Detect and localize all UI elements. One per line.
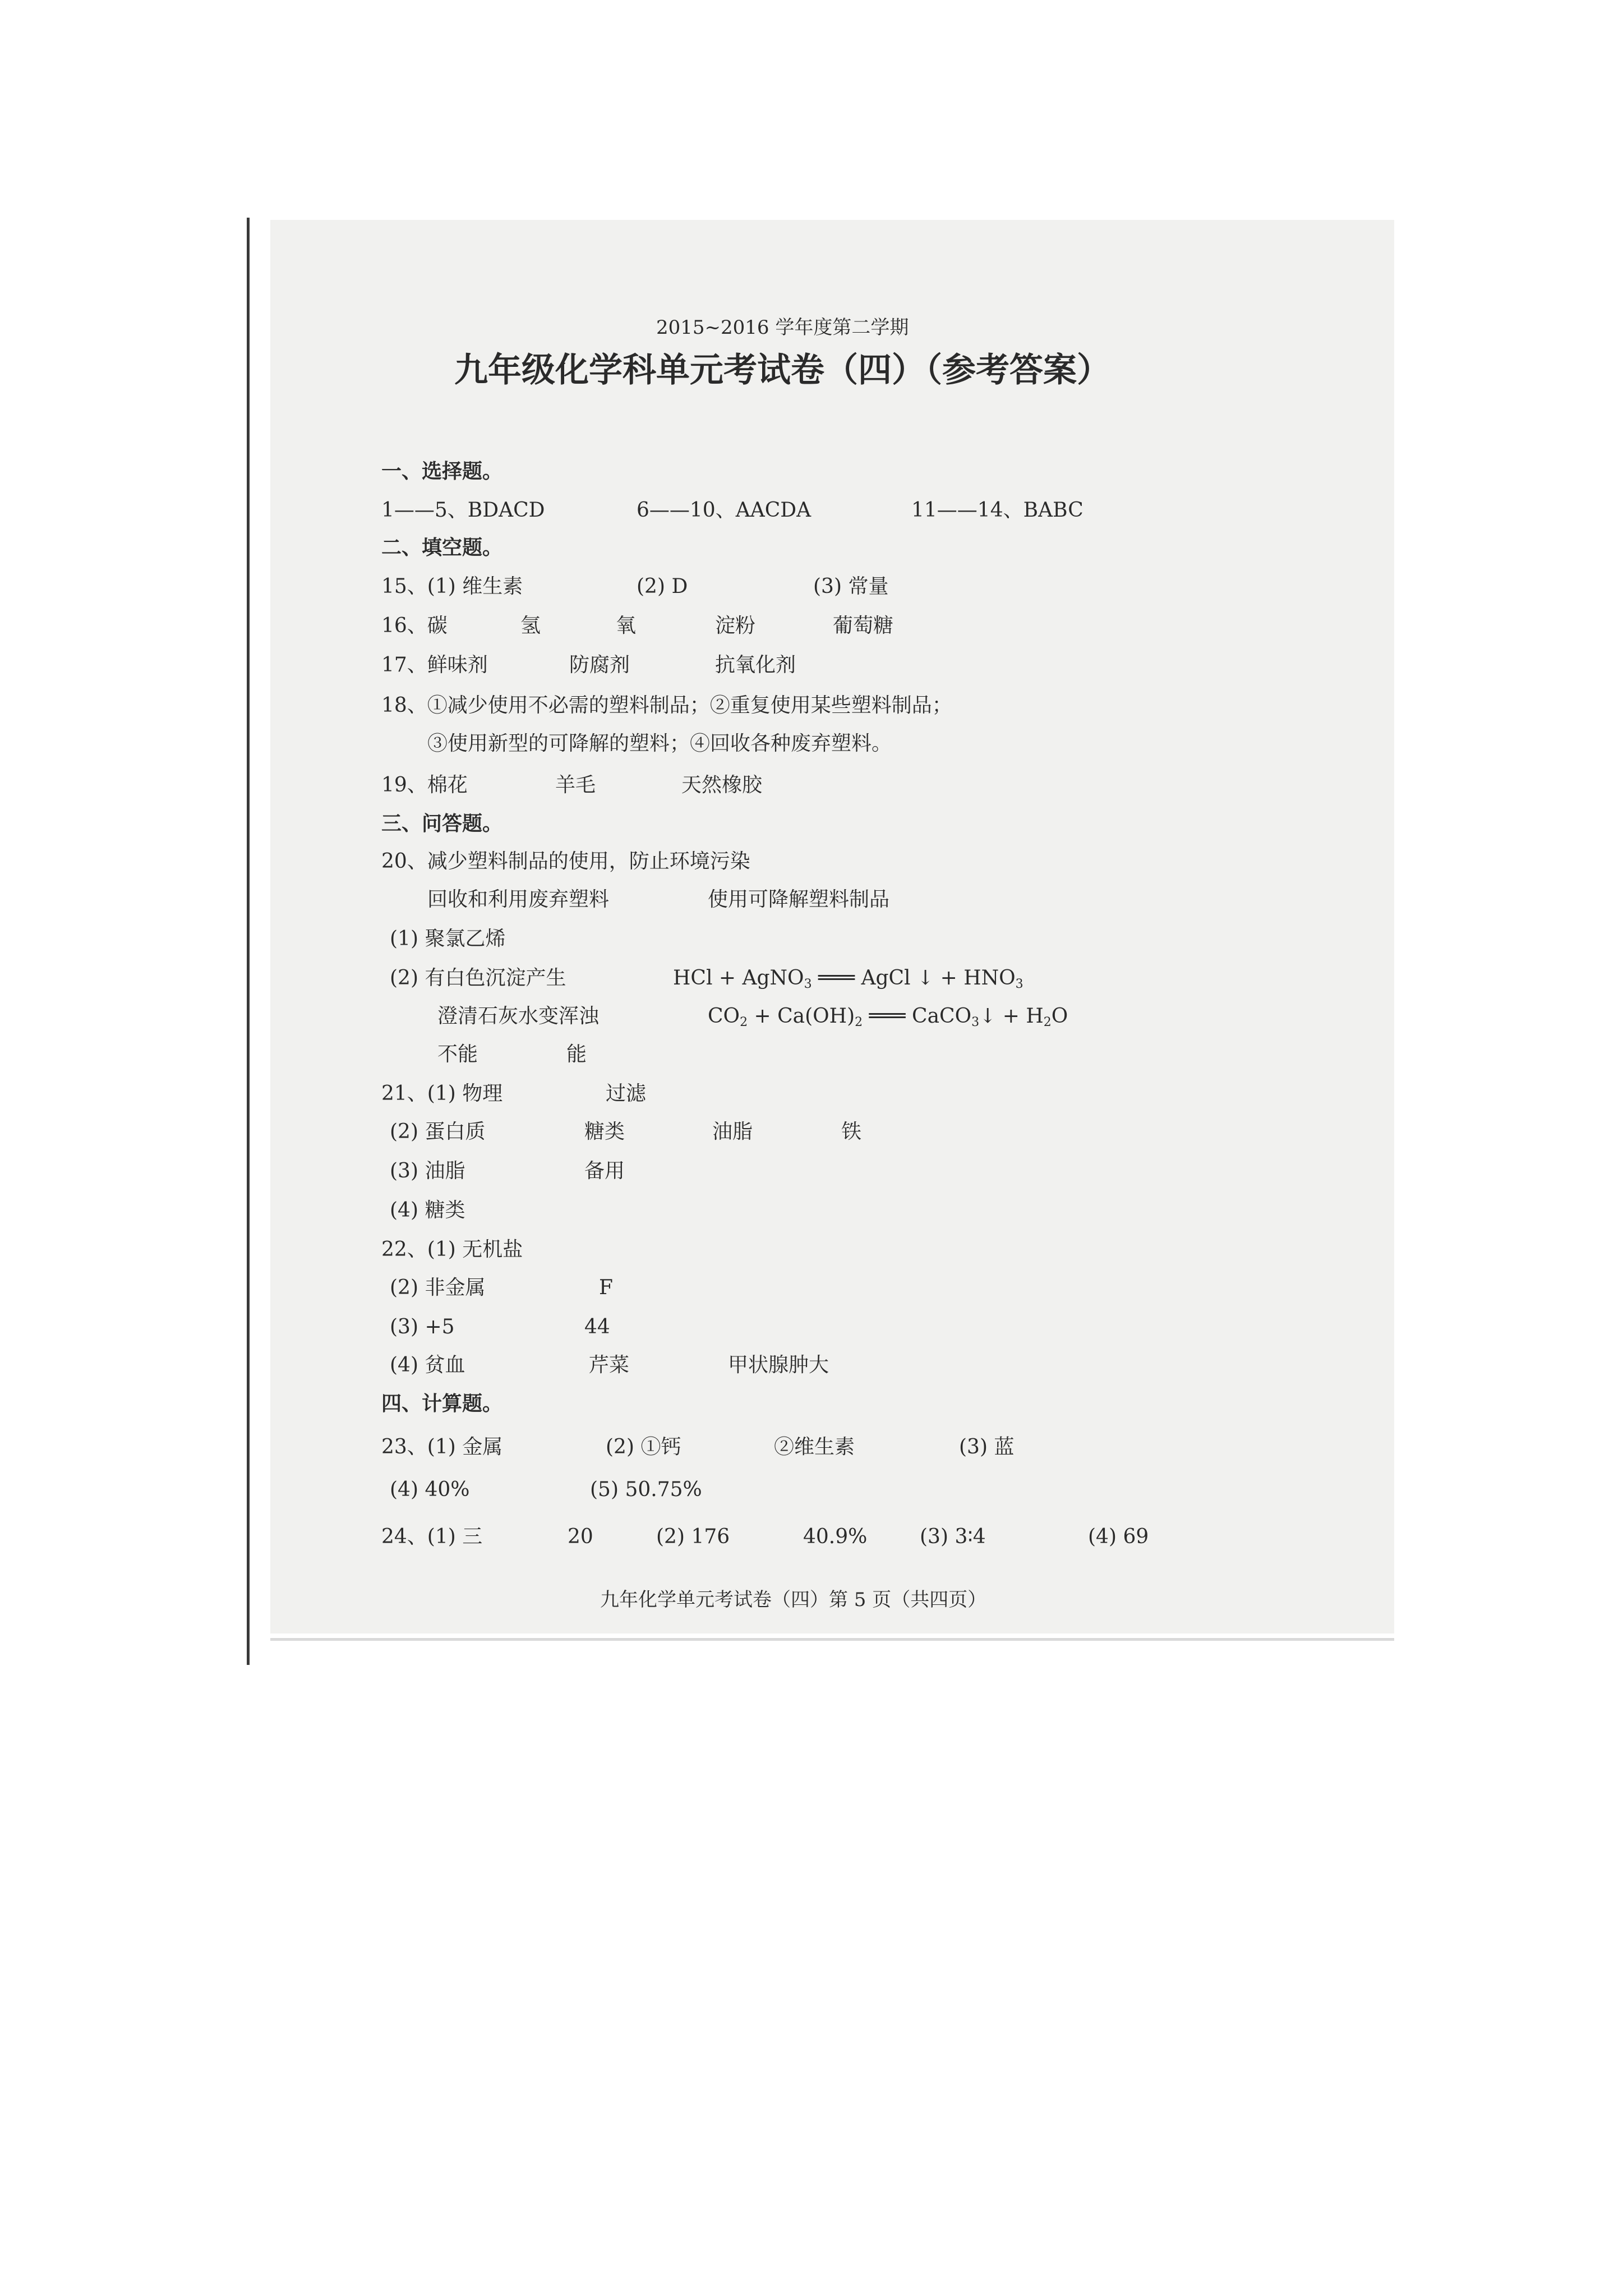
semester-line: 2015~2016 学年度第二学期 [656,316,909,339]
section-choice: 一、选择题。 [381,459,503,483]
answer-19-b: 羊毛 [555,774,596,797]
answer-21-2: (2) 蛋白质 [390,1120,486,1143]
answer-6-10: 6——10、AACDA [637,499,811,522]
answer-17-a: 17、鲜味剂 [381,654,488,677]
equation-hcl-agno3: HCl + AgNO$_3$ ═══ AgCl ↓ + $HNO_3$ [673,967,1023,991]
answer-17-c: 抗氧化剂 [715,654,796,677]
answer-23-1: 23、(1) 金属 [381,1435,503,1458]
answer-24-1b: 20 [568,1525,593,1548]
answer-23-4: (4) 40% [390,1478,470,1501]
section-calc: 四、计算题。 [381,1392,503,1415]
answer-24-3: (3) 3∶4 [920,1525,986,1548]
answer-21-1: 21、(1) 物理 [381,1082,503,1105]
answer-15-2: (2) D [637,575,688,598]
answer-24-1: 24、(1) 三 [381,1525,483,1548]
answer-22-3b: 44 [584,1315,610,1338]
answer-22-2: (2) 非金属 [390,1276,486,1299]
page-title: 九年级化学科单元考试卷（四）（参考答案） [454,351,1110,390]
answer-18-line1: 18、①减少使用不必需的塑料制品；②重复使用某些塑料制品； [381,694,952,717]
answer-21-2d: 铁 [841,1120,862,1143]
answer-1-5: 1——5、BDACD [381,499,545,522]
answer-23-5: (5) 50.75% [590,1478,702,1501]
answer-22-4c: 甲状腺肿大 [728,1354,829,1377]
answer-21-1b: 过滤 [606,1082,647,1105]
answer-23-2b: ②维生素 [774,1435,855,1458]
answer-23-3: (3) 蓝 [959,1435,1015,1458]
answer-22-1: 22、(1) 无机盐 [381,1238,523,1261]
scan-bottom-border [270,1638,1394,1641]
answer-24-4: (4) 69 [1088,1525,1149,1548]
page-footer: 九年化学单元考试卷（四）第 5 页（共四页） [600,1589,987,1611]
answer-18-line2: ③使用新型的可降解的塑料；④回收各种废弃塑料。 [427,732,892,755]
answer-16-e: 葡萄糖 [833,614,894,637]
answer-20-cannot: 不能 [437,1043,478,1066]
answer-20-1: (1) 聚氯乙烯 [390,927,506,950]
answer-17-b: 防腐剂 [569,654,630,677]
answer-21-3: (3) 油脂 [390,1159,465,1182]
answer-20-can: 能 [566,1043,587,1066]
answer-15-3: (3) 常量 [813,575,889,598]
answer-21-3b: 备用 [584,1159,625,1182]
answer-24-2: (2) 176 [656,1525,730,1548]
answer-20-line1: 20、减少塑料制品的使用，防止环境污染 [381,850,750,873]
answer-21-4: (4) 糖类 [390,1199,465,1222]
answer-16-c: 氧 [616,614,637,637]
answer-16-b: 氢 [520,614,541,637]
answer-15-1: 15、(1) 维生素 [381,575,523,598]
answer-22-2b: F [599,1276,613,1299]
answer-20-limewater: 澄清石灰水变浑浊 [437,1005,600,1028]
answer-22-4b: 芹菜 [589,1354,630,1377]
answer-22-3: (3) +5 [390,1315,455,1338]
equation-co2-caoh2: $CO_2 + Ca(OH)_2$ ═══ CaCO$_3$↓ + $H_2O$ [708,1005,1068,1029]
answer-20-degradable: 使用可降解塑料制品 [708,888,890,911]
answer-16-a: 16、碳 [381,614,448,637]
answer-24-2b: 40.9% [803,1525,868,1548]
answer-21-2c: 油脂 [712,1120,753,1143]
answer-11-14: 11——14、BABC [911,499,1083,522]
answer-20-2: (2) 有白色沉淀产生 [390,967,566,990]
section-qa: 三、问答题。 [381,812,503,835]
answer-19-a: 19、棉花 [381,774,468,797]
answer-20-recycle: 回收和利用废弃塑料 [427,888,610,911]
answer-22-4: (4) 贫血 [390,1354,465,1377]
answer-19-c: 天然橡胶 [681,774,763,797]
answer-16-d: 淀粉 [715,614,756,637]
scan-edge-line [247,218,250,1665]
answer-23-2: (2) ①钙 [606,1435,681,1458]
answer-21-2b: 糖类 [584,1120,625,1143]
section-fill: 二、填空题。 [381,536,503,559]
